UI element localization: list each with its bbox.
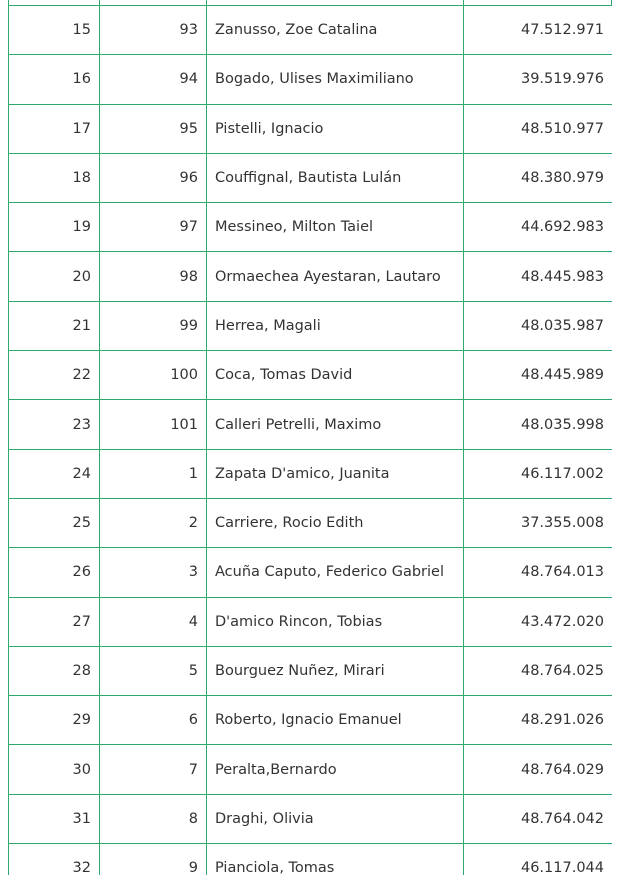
row-dni-cell: 46.117.002 bbox=[464, 449, 613, 498]
table-row bbox=[9, 794, 613, 843]
row-name-cell: Draghi, Olivia bbox=[207, 794, 464, 843]
row-index-cell: 28 bbox=[9, 646, 100, 695]
table-row bbox=[9, 252, 613, 301]
row-name-cell: Bourguez Nuñez, Mirari bbox=[207, 646, 464, 695]
table-row bbox=[9, 55, 613, 104]
table-row bbox=[9, 745, 613, 794]
row-name-cell: Messineo, Milton Taiel bbox=[207, 203, 464, 252]
row-id-cell: 3 bbox=[100, 548, 207, 597]
row-index-cell: 31 bbox=[9, 794, 100, 843]
row-id-cell: 95 bbox=[100, 104, 207, 153]
row-dni-cell: 47.512.971 bbox=[464, 6, 613, 55]
student-table bbox=[8, 5, 612, 876]
row-index-cell: 21 bbox=[9, 301, 100, 350]
row-index-cell: 20 bbox=[9, 252, 100, 301]
row-dni-cell: 48.510.977 bbox=[464, 104, 613, 153]
row-id-cell: 8 bbox=[100, 794, 207, 843]
table-row bbox=[9, 400, 613, 449]
row-dni-cell: 48.291.026 bbox=[464, 696, 613, 745]
table-row bbox=[9, 646, 613, 695]
row-name-cell: Pistelli, Ignacio bbox=[207, 104, 464, 153]
table-row bbox=[9, 696, 613, 745]
row-name-cell: Carriere, Rocio Edith bbox=[207, 498, 464, 547]
row-name-cell: Coca, Tomas David bbox=[207, 351, 464, 400]
row-name-cell: Zanusso, Zoe Catalina bbox=[207, 6, 464, 55]
row-name-cell: Pianciola, Tomas bbox=[207, 844, 464, 876]
row-name-cell: Herrea, Magali bbox=[207, 301, 464, 350]
row-name-cell: Ormaechea Ayestaran, Lautaro bbox=[207, 252, 464, 301]
table-row bbox=[9, 597, 613, 646]
row-id-cell: 97 bbox=[100, 203, 207, 252]
row-index-cell: 16 bbox=[9, 55, 100, 104]
row-index-cell: 23 bbox=[9, 400, 100, 449]
row-name-cell: Bogado, Ulises Maximiliano bbox=[207, 55, 464, 104]
row-dni-cell: 48.035.998 bbox=[464, 400, 613, 449]
row-id-cell: 94 bbox=[100, 55, 207, 104]
row-index-cell: 17 bbox=[9, 104, 100, 153]
table-row bbox=[9, 203, 613, 252]
row-id-cell: 2 bbox=[100, 498, 207, 547]
table-body bbox=[9, 6, 613, 877]
row-id-cell: 101 bbox=[100, 400, 207, 449]
row-index-cell: 24 bbox=[9, 449, 100, 498]
row-index-cell: 25 bbox=[9, 498, 100, 547]
row-dni-cell: 48.764.029 bbox=[464, 745, 613, 794]
row-dni-cell: 48.764.025 bbox=[464, 646, 613, 695]
row-id-cell: 98 bbox=[100, 252, 207, 301]
row-id-cell: 99 bbox=[100, 301, 207, 350]
row-dni-cell: 37.355.008 bbox=[464, 498, 613, 547]
table-row bbox=[9, 301, 613, 350]
row-index-cell: 22 bbox=[9, 351, 100, 400]
table-row bbox=[9, 351, 613, 400]
row-dni-cell: 44.692.983 bbox=[464, 203, 613, 252]
row-dni-cell: 46.117.044 bbox=[464, 844, 613, 876]
row-id-cell: 93 bbox=[100, 6, 207, 55]
data-table-container bbox=[8, 5, 612, 876]
row-dni-cell: 48.380.979 bbox=[464, 153, 613, 202]
row-id-cell: 4 bbox=[100, 597, 207, 646]
row-dni-cell: 39.519.976 bbox=[464, 55, 613, 104]
row-id-cell: 7 bbox=[100, 745, 207, 794]
table-row bbox=[9, 6, 613, 55]
table-row bbox=[9, 498, 613, 547]
row-id-cell: 96 bbox=[100, 153, 207, 202]
table-row bbox=[9, 153, 613, 202]
row-name-cell: Zapata D'amico, Juanita bbox=[207, 449, 464, 498]
row-name-cell: Acuña Caputo, Federico Gabriel bbox=[207, 548, 464, 597]
row-id-cell: 9 bbox=[100, 844, 207, 876]
row-id-cell: 1 bbox=[100, 449, 207, 498]
row-dni-cell: 43.472.020 bbox=[464, 597, 613, 646]
table-row bbox=[9, 449, 613, 498]
row-id-cell: 100 bbox=[100, 351, 207, 400]
table-row bbox=[9, 548, 613, 597]
row-dni-cell: 48.764.013 bbox=[464, 548, 613, 597]
row-index-cell: 26 bbox=[9, 548, 100, 597]
row-dni-cell: 48.445.983 bbox=[464, 252, 613, 301]
row-index-cell: 18 bbox=[9, 153, 100, 202]
table-row bbox=[9, 844, 613, 876]
row-dni-cell: 48.445.989 bbox=[464, 351, 613, 400]
row-name-cell: Peralta,Bernardo bbox=[207, 745, 464, 794]
row-index-cell: 15 bbox=[9, 6, 100, 55]
row-name-cell: Calleri Petrelli, Maximo bbox=[207, 400, 464, 449]
table-row bbox=[9, 104, 613, 153]
row-name-cell: D'amico Rincon, Tobias bbox=[207, 597, 464, 646]
row-dni-cell: 48.764.042 bbox=[464, 794, 613, 843]
row-name-cell: Roberto, Ignacio Emanuel bbox=[207, 696, 464, 745]
row-index-cell: 19 bbox=[9, 203, 100, 252]
row-index-cell: 27 bbox=[9, 597, 100, 646]
row-index-cell: 32 bbox=[9, 844, 100, 876]
row-id-cell: 6 bbox=[100, 696, 207, 745]
row-index-cell: 30 bbox=[9, 745, 100, 794]
row-id-cell: 5 bbox=[100, 646, 207, 695]
row-index-cell: 29 bbox=[9, 696, 100, 745]
row-name-cell: Couffignal, Bautista Lulán bbox=[207, 153, 464, 202]
row-dni-cell: 48.035.987 bbox=[464, 301, 613, 350]
